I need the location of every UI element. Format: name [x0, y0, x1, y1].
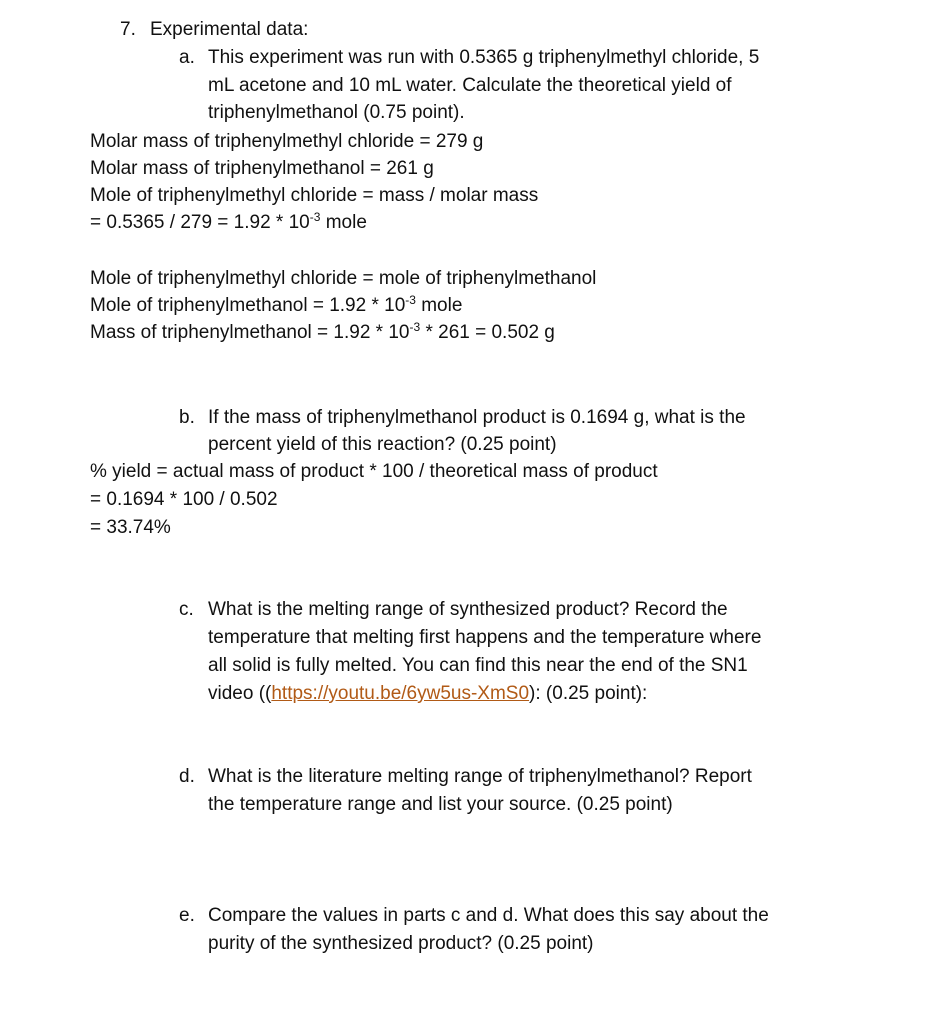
answer-mole-calculation: = $0.5365 / 279 = 1.92 * 10^{-3}$ mole — [90, 210, 367, 233]
part-d-marker: d. — [179, 766, 195, 787]
answer-mole-formula: Mole of triphenylmethyl chloride = mass / molar mass — [90, 185, 539, 206]
part-e-question-line: purity of the synthesized product? (0.25 point) — [208, 933, 594, 954]
video-link[interactable]: https://youtu.be/6yw5us-XmS0 — [271, 683, 530, 704]
part-a-question-line: triphenylmethanol (0.75 point). — [208, 102, 465, 123]
answer-yield-calculation: = 0.1694 * 100 / 0.502 — [90, 489, 278, 510]
answer-yield-result: = 33.74% — [90, 517, 171, 538]
section-number: 7. — [120, 19, 136, 40]
part-a-question-line: This experiment was run with 0.5365 g triphenylmethyl chloride, 5 — [208, 47, 760, 68]
answer-mole-methanol: Mole of triphenylmethanol = $1.92 * 10^{-3}$ mole — [90, 293, 463, 316]
answer-mass-methanol: Mass of triphenylmethanol = $1.92 * 10^{-3} * 261 = 0.502$ g — [90, 320, 555, 343]
part-d-question-line: the temperature range and list your source. (0.25 point) — [208, 794, 673, 815]
part-b-question-line: If the mass of triphenylmethanol product is 0.1694 g, what is the — [208, 407, 746, 428]
part-a-marker: a. — [179, 47, 195, 68]
answer-yield-formula: % yield = actual mass of product * 100 / theoretical mass of product — [90, 461, 658, 482]
part-b-marker: b. — [179, 407, 195, 428]
section-title: Experimental data: — [150, 19, 309, 40]
part-c-question-line: video ((https://youtu.be/6yw5us-XmS0): (0.25 point): — [208, 683, 648, 704]
part-e-marker: e. — [179, 905, 195, 926]
answer-molar-methanol: Molar mass of triphenylmethanol = 261 g — [90, 158, 434, 179]
part-b-question-line: percent yield of this reaction? (0.25 point) — [208, 434, 557, 455]
answer-molar-chloride: Molar mass of triphenylmethyl chloride = 279 g — [90, 131, 484, 152]
part-c-question-line: all solid is fully melted. You can find this near the end of the SN1 — [208, 655, 748, 676]
part-e-question-line: Compare the values in parts c and d. What does this say about the — [208, 905, 769, 926]
part-d-question-line: What is the literature melting range of triphenylmethanol? Report — [208, 766, 752, 787]
part-a-question-line: mL acetone and 10 mL water. Calculate the theoretical yield of — [208, 75, 732, 96]
part-c-question-line: temperature that melting first happens and the temperature where — [208, 627, 762, 648]
part-c-question-line: What is the melting range of synthesized product? Record the — [208, 599, 728, 620]
answer-mole-equality: Mole of triphenylmethyl chloride = mole of triphenylmethanol — [90, 268, 597, 289]
part-c-marker: c. — [179, 599, 194, 620]
